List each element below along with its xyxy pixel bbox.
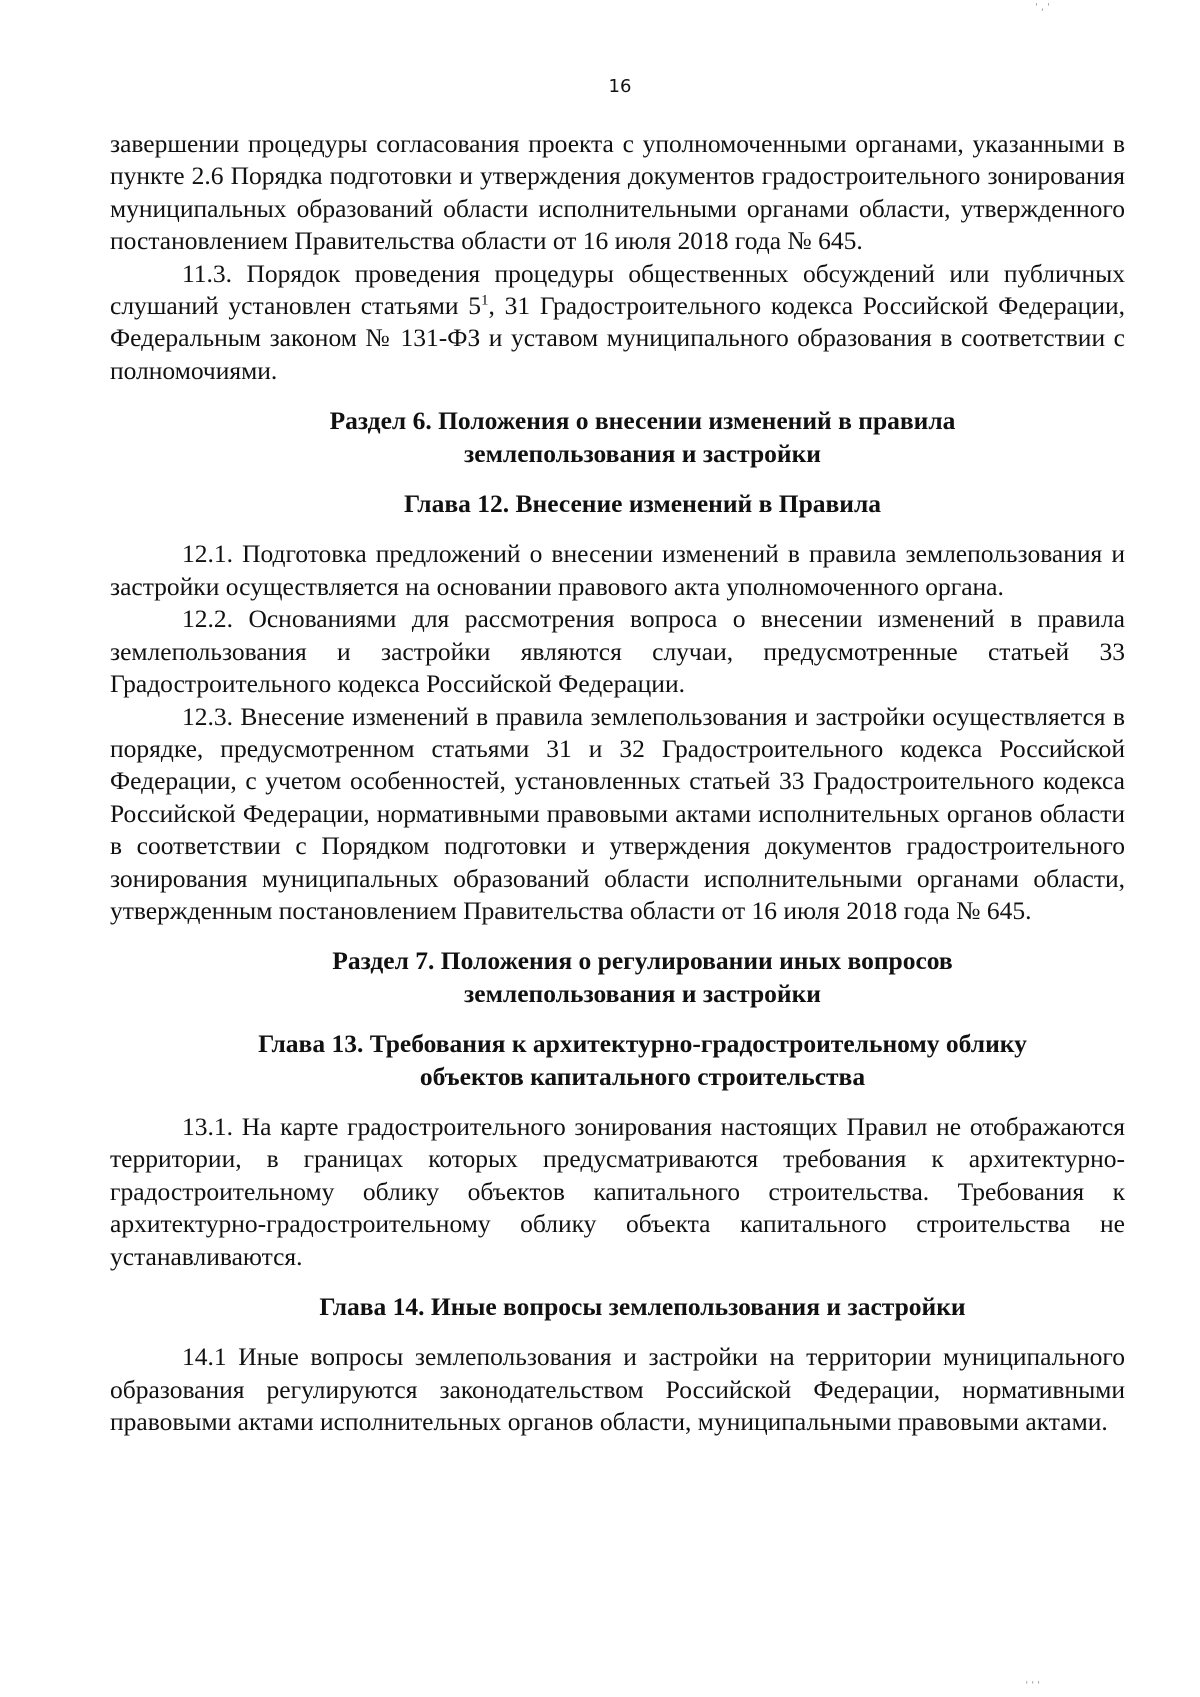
paragraph-11-3 [110,258,1125,388]
chapter-12-heading [110,488,1125,520]
section-7-title-line2: землепользования и застройки [464,978,821,1008]
scan-mark-bottom: ' ' ' [1025,1680,1040,1691]
chapter-12-title: Глава 12. Внесение изменений в Правила [403,489,882,519]
section-6-title-line2: землепользования и застройки [464,438,821,468]
page-number: 16 [608,76,632,97]
section-6-title-line1: Раздел 6. Положения о внесении изменений в правила [329,406,956,436]
document-body [110,128,1125,1439]
paragraph-11-3-part2: , 31 Градостроительного кодекса Российской Федерации, Федеральным законом № 131-ФЗ и уставом муниципального образования в соответствии с полномочиями. [110,291,1125,385]
paragraph-continued: завершении процедуры согласования проекта с уполномоченными органами, указанными в пункте 2.6 Порядка подготовки и утверждения документов градостроительного зонирования муниципальных образований области исполнительными органами области, утвержденного постановлением Правительства области от 16 июля 2018 года № 645. [110,129,1125,256]
scan-mark-top: ' , ' [1034,2,1050,13]
superscript-1: 1 [481,292,489,309]
paragraph-14-1: 14.1 Иные вопросы землепользования и застройки на территории муниципального образования регулируются законодательством Российской Федерации, нормативными правовыми актами исполнительных органов области, муниципальными правовыми актами. [110,1342,1125,1437]
paragraph-12-1: 12.1. Подготовка предложений о внесении изменений в правила землепользования и застройки осуществляется на основании правового акта уполномоченного органа. [110,539,1125,601]
chapter-14-heading [110,1291,1125,1323]
chapter-13-title-line1: Глава 13. Требования к архитектурно-градостроительному облику [258,1029,1027,1059]
section-7-heading [110,945,1125,1010]
chapter-13-title-line2: объектов капитального строительства [419,1061,866,1091]
section-6-heading [110,405,1125,470]
paragraph-13-1: 13.1. На карте градостроительного зонирования настоящих Правил не отображаются территории, в границах которых предусматриваются требования к архитектурно-градостроительному облику объектов капитального строительства. Требования к архитектурно-градостроительному облику объекта капитального строительства не устанавливаются. [110,1111,1125,1271]
section-7-title-line1: Раздел 7. Положения о регулировании иных вопросов [332,946,953,976]
chapter-14-title: Глава 14. Иные вопросы землепользования и застройки [319,1292,966,1321]
paragraph-11-3-part1: 11.3. Порядок проведения процедуры общественных обсуждений или публичных слушаний установлен статьями 5 [110,258,1125,321]
paragraph-12-3: 12.3. Внесение изменений в правила землепользования и застройки осуществляется в порядке, предусмотренном статьями 31 и 32 Градостроительного кодекса Российской Федерации, с учетом особенностей, установленных статьей 33 Градостроительного кодекса Российской Федерации, нормативными правовыми актами исполнительных органов области в соответствии с Порядком подготовки и утверждения документов градостроительного зонирования муниципальных образований области исполнительными органами области, утвержденным постановлением Правительства области от 16 июля 2018 года № 645. [110,701,1125,925]
paragraph-12-2: 12.2. Основаниями для рассмотрения вопроса о внесении изменений в правила землепользования и застройки являются случаи, предусмотренные статьей 33 Градостроительного кодекса Российской Федерации. [110,604,1125,699]
chapter-13-heading [110,1028,1125,1093]
